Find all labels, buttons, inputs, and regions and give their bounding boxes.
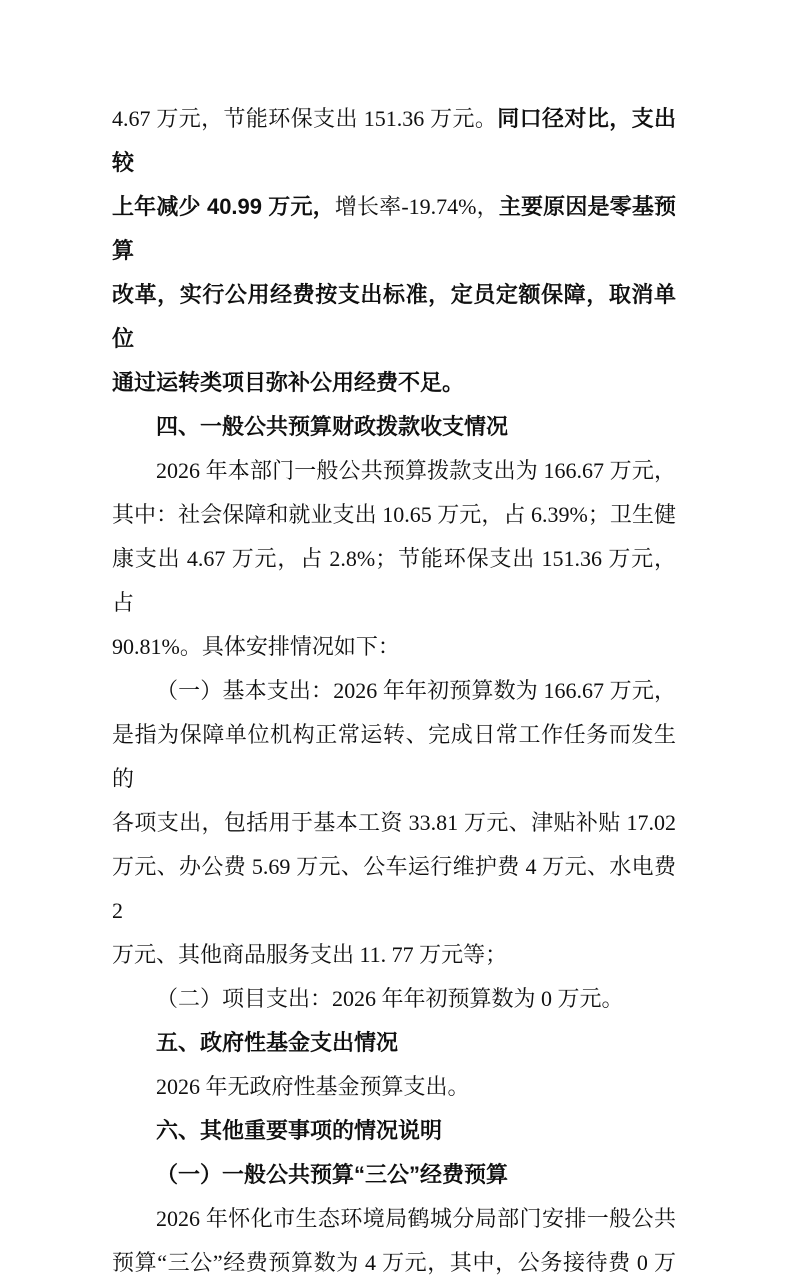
para-project-expenditure-line: [112, 977, 676, 1021]
body-text-run: 2026 年怀化市生态环境局鹤城分局部门安排一般公共: [156, 1206, 676, 1231]
body-text-run: 各项支出，包括用于基本工资 33.81 万元、津贴补贴 17.02: [112, 810, 676, 835]
heading-section-4: [112, 405, 676, 449]
body-text-run: 其中：社会保障和就业支出 10.65 万元，占 6.39%；卫生健: [112, 502, 676, 527]
body-text-run: 增长率-19.74%，: [334, 194, 499, 219]
para-basic-expenditure-line: [112, 933, 676, 977]
heading-text: 四、一般公共预算财政拨款收支情况: [156, 414, 509, 439]
emphasis-text-run: 上年减少 40.99 万元，: [112, 194, 335, 219]
para-three-public-funds-line: [112, 1197, 676, 1241]
emphasis-text-run: 通过运转类项目弥补公用经费不足。: [112, 370, 465, 395]
para-basic-expenditure-line: [112, 845, 676, 933]
para-general-budget-line: [112, 449, 676, 493]
para-general-budget-line: [112, 625, 676, 669]
para-carryover-line: [112, 273, 676, 361]
para-general-budget-line: [112, 537, 676, 625]
para-three-public-funds-line: [112, 1241, 676, 1285]
heading-text: 五、政府性基金支出情况: [156, 1030, 399, 1055]
para-government-fund-line: [112, 1065, 676, 1109]
body-text-run: 预算“三公”经费预算数为 4 万元，其中，公务接待费 0 万: [112, 1250, 676, 1275]
body-text-run: 是指为保障单位机构正常运转、完成日常工作任务而发生的: [112, 722, 676, 791]
emphasis-text-run: 改革，实行公用经费按支出标准，定员定额保障，取消单位: [112, 282, 676, 351]
emphasis-text-run: 主要原因是零基预算: [112, 194, 676, 263]
document-content: [112, 97, 676, 1285]
para-carryover-line: [112, 185, 676, 273]
para-basic-expenditure-line: [112, 669, 676, 713]
heading-subsection-three-public-funds: [112, 1153, 676, 1197]
heading-section-5: [112, 1021, 676, 1065]
body-text-run: 万元、其他商品服务支出 11. 77 万元等；: [112, 942, 508, 967]
body-text-run: 4.67 万元，节能环保支出 151.36 万元。: [112, 106, 498, 131]
body-text-run: 万元、办公费 5.69 万元、公车运行维护费 4 万元、水电费 2: [112, 854, 676, 923]
body-text-run: （二）项目支出：2026 年年初预算数为 0 万元。: [156, 986, 624, 1011]
para-carryover-line: [112, 97, 676, 185]
heading-section-6: [112, 1109, 676, 1153]
para-general-budget-line: [112, 493, 676, 537]
heading-text: （一）一般公共预算“三公”经费预算: [156, 1162, 509, 1187]
body-text-run: 90.81%。具体安排情况如下：: [112, 634, 400, 659]
body-text-run: 2026 年无政府性基金预算支出。: [156, 1074, 470, 1099]
para-carryover-line: [112, 361, 676, 405]
heading-text: 六、其他重要事项的情况说明: [156, 1118, 443, 1143]
emphasis-text-run: 同口径对比，支出较: [112, 106, 676, 175]
body-text-run: 2026 年本部门一般公共预算拨款支出为 166.67 万元，: [156, 458, 676, 483]
body-text-run: （一）基本支出：2026 年年初预算数为 166.67 万元，: [156, 678, 676, 703]
para-basic-expenditure-line: [112, 713, 676, 801]
body-text-run: 康支出 4.67 万元，占 2.8%；节能环保支出 151.36 万元，占: [112, 546, 676, 615]
para-basic-expenditure-line: [112, 801, 676, 845]
